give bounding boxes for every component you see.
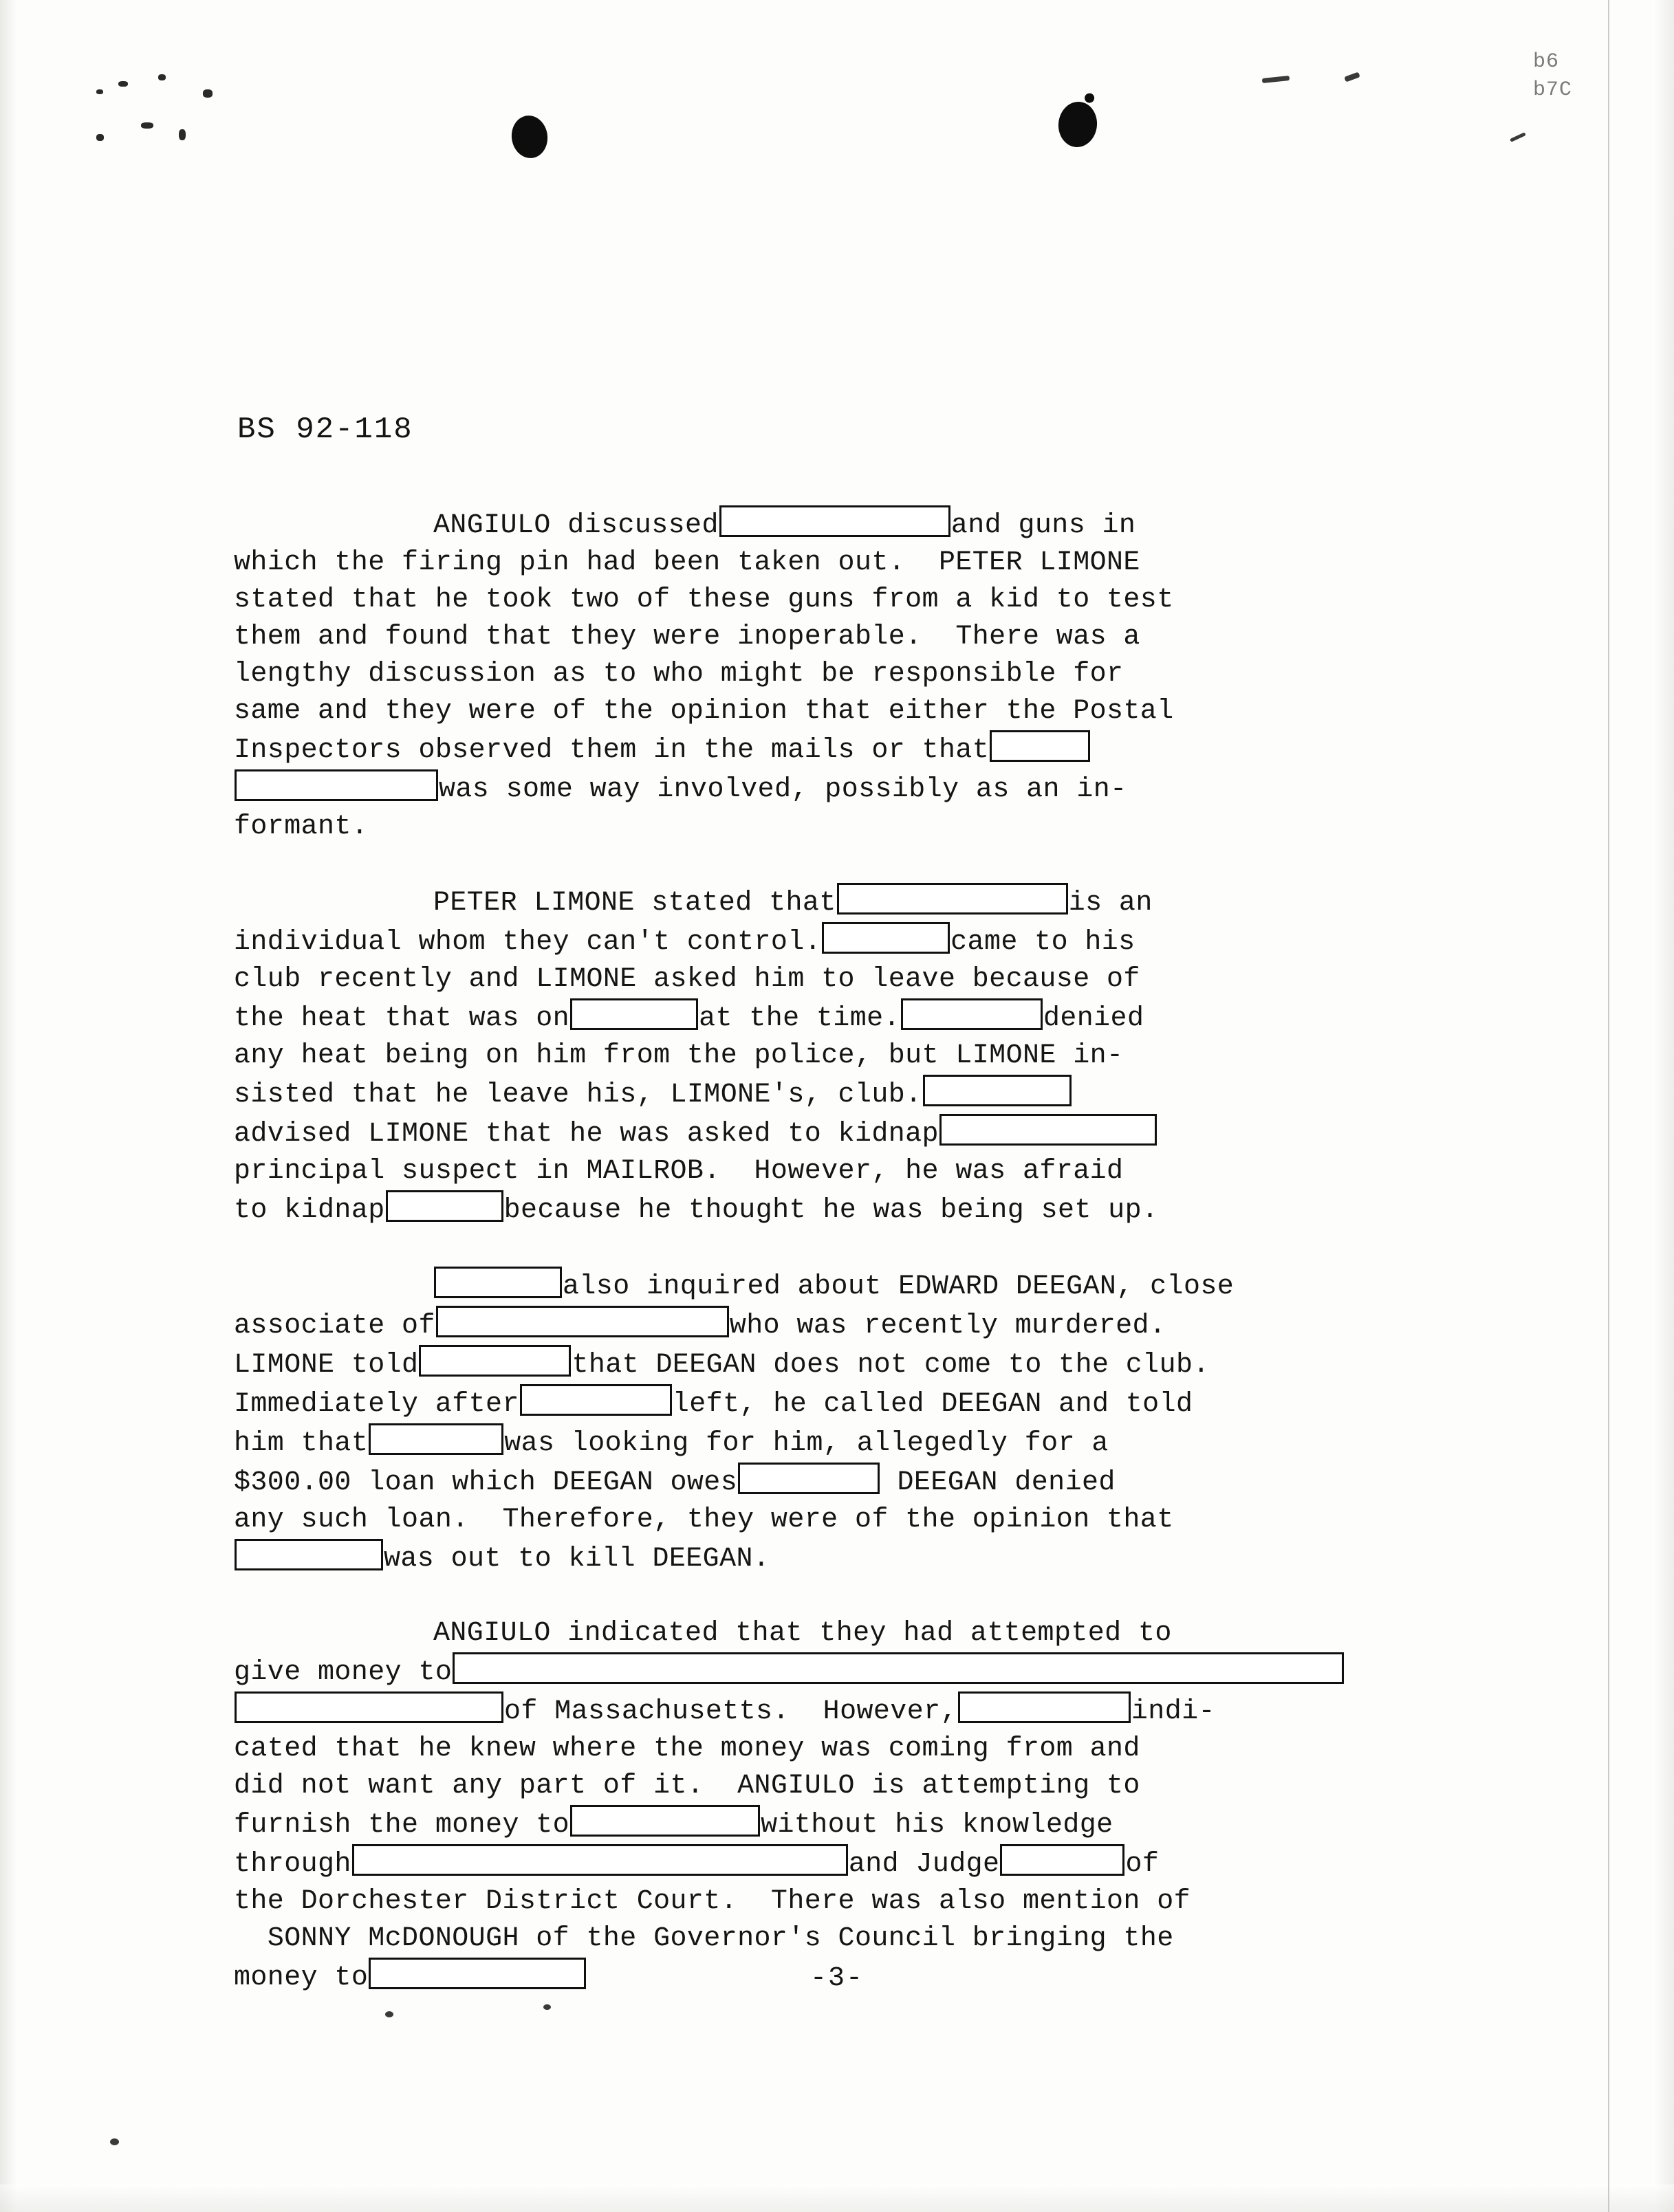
text-line [234, 1615, 1403, 1652]
text-line [234, 1691, 1403, 1731]
text-line [234, 1805, 1403, 1844]
stray-pen-mark [1344, 72, 1360, 82]
text-line [234, 582, 1403, 619]
text-run: associate of [234, 1311, 435, 1342]
text-line [234, 1502, 1403, 1539]
text-line [234, 1267, 1403, 1306]
text-run: of [1125, 1849, 1160, 1880]
text-run: advised LIMONE that he was asked to kidnap [234, 1119, 939, 1150]
text-run: was some way involved, possibly as an in- [439, 774, 1127, 805]
redaction-box [939, 1114, 1157, 1146]
redaction-box [923, 1075, 1072, 1106]
text-line [234, 1920, 1403, 1958]
text-run: left, he called DEEGAN and told [672, 1389, 1193, 1420]
redaction-box [520, 1384, 672, 1416]
text-run: through [234, 1849, 351, 1880]
text-run: without his knowledge [761, 1810, 1113, 1841]
redaction-box [235, 1691, 503, 1723]
text-run: ANGIULO indicated that they had attempted to [433, 1618, 1172, 1649]
text-run: club recently and LIMONE asked him to leave because of [234, 964, 1140, 995]
text-line [234, 1306, 1403, 1345]
text-line [234, 730, 1403, 769]
text-run: money to [234, 1962, 369, 1993]
text-line [234, 883, 1403, 922]
hole-punch-mark [1056, 100, 1100, 149]
text-line [234, 1731, 1403, 1768]
text-run: lengthy discussion as to who might be responsible for [234, 659, 1124, 690]
text-line [234, 1423, 1403, 1463]
text-run: indi- [1131, 1696, 1215, 1727]
exemption-code-b7c: b7C [1532, 78, 1572, 102]
paragraph [234, 505, 1403, 846]
text-run: to kidnap [234, 1195, 385, 1226]
stray-pen-mark [1262, 76, 1290, 83]
text-line [234, 656, 1403, 693]
text-run: and guns in [950, 510, 1136, 541]
text-run: also inquired about EDWARD DEEGAN, close [563, 1271, 1235, 1302]
text-run: that DEEGAN does not come to the club. [572, 1350, 1210, 1381]
text-line [234, 1345, 1403, 1384]
text-run: furnish the money to [234, 1810, 570, 1841]
redaction-box [419, 1345, 571, 1377]
text-line [234, 1038, 1403, 1075]
redaction-box [958, 1691, 1131, 1723]
text-line [234, 1652, 1403, 1691]
redaction-box [235, 769, 438, 801]
scan-speckles [76, 62, 248, 172]
text-run: because he thought he was being set up. [503, 1195, 1159, 1226]
text-run: Inspectors observed them in the mails or that [234, 735, 990, 766]
redaction-box [235, 1539, 383, 1570]
text-line [234, 1463, 1403, 1502]
text-run: sisted that he leave his, LIMONE's, club. [234, 1080, 922, 1110]
text-line [234, 1384, 1403, 1423]
text-line [234, 998, 1403, 1038]
text-run: did not want any part of it. ANGIULO is attempting to [234, 1771, 1140, 1802]
document-body [234, 505, 1403, 1997]
scan-edge-right [1653, 0, 1674, 2212]
text-run: same and they were of the opinion that either the Postal [234, 696, 1174, 727]
text-line [234, 961, 1403, 998]
text-line [234, 1153, 1403, 1190]
redaction-box [436, 1306, 729, 1337]
text-run: him that [234, 1428, 369, 1459]
page-number: -3- [809, 1963, 864, 1994]
text-line [234, 1114, 1403, 1153]
text-line [234, 693, 1403, 730]
text-run: any heat being on him from the police, but LIMONE in- [234, 1040, 1124, 1071]
text-run: is an [1068, 888, 1153, 919]
exemption-code-b6: b6 [1532, 50, 1559, 74]
paragraph [234, 883, 1403, 1229]
scan-margin-line [1608, 0, 1609, 2212]
text-run: give money to [234, 1657, 453, 1688]
paragraph [234, 1267, 1403, 1578]
redaction-box [570, 998, 698, 1030]
redaction-box [990, 730, 1090, 762]
scan-edge-left [0, 0, 18, 2212]
stray-ink-speck [110, 2138, 119, 2145]
text-line [234, 1883, 1403, 1920]
text-run: who was recently murdered. [729, 1311, 1166, 1342]
text-run: cated that he knew where the money was coming from and [234, 1733, 1140, 1764]
text-run: ANGIULO discussed [433, 510, 719, 541]
redaction-box [738, 1463, 880, 1494]
text-line [234, 769, 1403, 809]
text-line [234, 1075, 1403, 1114]
redaction-box [369, 1423, 503, 1455]
redaction-box [352, 1844, 848, 1876]
text-run: individual whom they can't control. [234, 927, 822, 958]
text-line [234, 1190, 1403, 1229]
redaction-box [453, 1652, 1344, 1684]
file-number: BS 92-118 [237, 413, 413, 447]
text-run: LIMONE told [234, 1350, 419, 1381]
foia-exemption-codes [1533, 48, 1572, 104]
text-line [234, 1768, 1403, 1805]
redaction-box [822, 922, 950, 954]
text-line [234, 922, 1403, 961]
redaction-box [901, 998, 1043, 1030]
hole-punch-mark [509, 113, 550, 161]
text-run: them and found that they were inoperable. There was a [234, 622, 1140, 653]
text-run: principal suspect in MAILROB. However, he was afraid [234, 1156, 1124, 1187]
text-run: the heat that was on [234, 1003, 570, 1034]
text-run: DEEGAN denied [880, 1467, 1116, 1498]
text-line [234, 619, 1403, 656]
redaction-box [1000, 1844, 1124, 1876]
text-line [234, 505, 1403, 545]
text-run: any such loan. Therefore, they were of the opinion that [234, 1504, 1174, 1535]
text-run: was out to kill DEEGAN. [384, 1544, 770, 1575]
text-run: denied [1043, 1003, 1144, 1034]
text-run: stated that he took two of these guns from a kid to test [234, 584, 1174, 615]
text-run: PETER LIMONE stated that [433, 888, 836, 919]
text-run: came to his [950, 927, 1135, 958]
text-run: of Massachusetts. However, [504, 1696, 957, 1727]
text-run: the Dorchester District Court. There was also mention of [234, 1886, 1191, 1917]
text-line [234, 1539, 1403, 1578]
text-line [234, 809, 1403, 846]
text-run: $300.00 loan which DEEGAN owes [234, 1467, 738, 1498]
redaction-box [434, 1267, 562, 1298]
text-run: which the firing pin had been taken out. PETER LIMONE [234, 547, 1140, 578]
text-run: was looking for him, allegedly for a [504, 1428, 1109, 1459]
paragraph [234, 1615, 1403, 1997]
stray-ink-speck [385, 2011, 393, 2017]
stray-ink-speck [543, 2004, 551, 2010]
scan-edge-bottom [0, 2184, 1674, 2212]
text-line [234, 1844, 1403, 1883]
redaction-box [570, 1805, 760, 1837]
text-run: Immediately after [234, 1389, 519, 1420]
text-run: SONNY McDONOUGH of the Governor's Council bringing the [234, 1923, 1174, 1954]
text-run: and Judge [848, 1849, 1000, 1880]
text-run: at the time. [699, 1003, 900, 1034]
stray-pen-mark [1510, 132, 1526, 142]
redaction-box [719, 505, 950, 537]
redaction-box [837, 883, 1068, 915]
redaction-box [386, 1190, 503, 1222]
text-line [234, 545, 1403, 582]
text-run: formant. [234, 811, 369, 842]
